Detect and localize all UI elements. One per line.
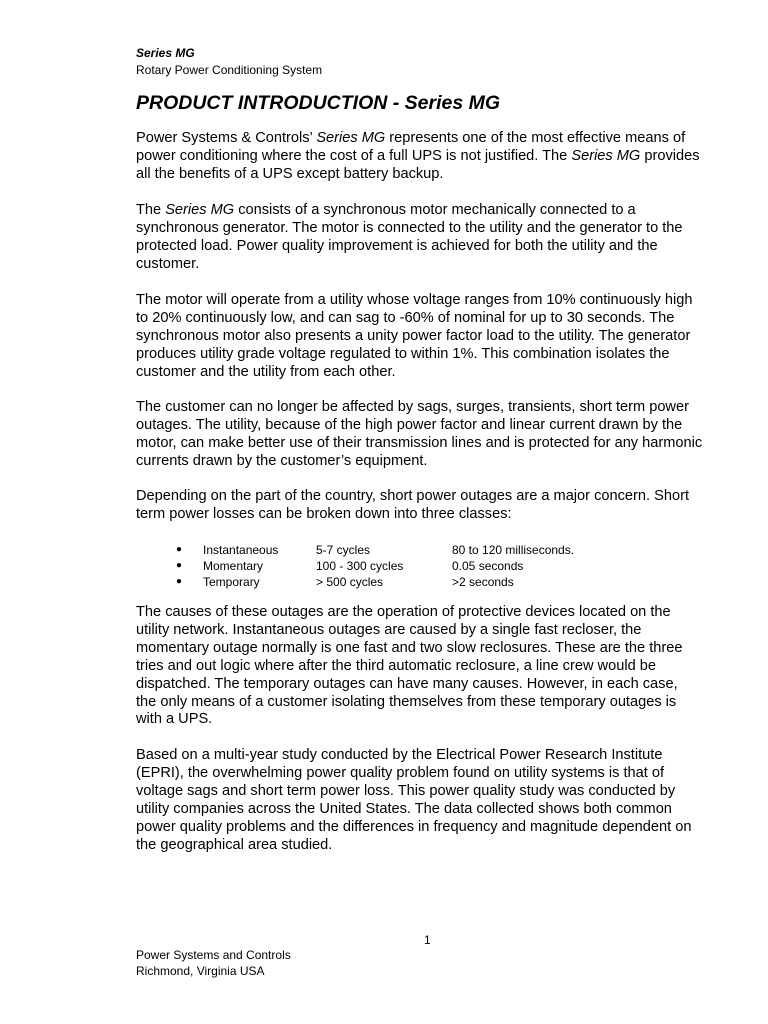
text-line: currents drawn by the customer’s equipment.	[136, 452, 428, 469]
outage-duration: >2 seconds	[452, 575, 514, 589]
text-line: synchronous generator. The motor is connected to the utility and the generator to the	[136, 219, 683, 236]
text-line: the only means of a customer isolating themselves from these temporary outages is	[136, 693, 677, 710]
paragraph-causes	[136, 604, 736, 729]
text-line: customer.	[136, 255, 200, 272]
text-line: produces utility grade voltage regulated to within 1%. This combination isolates the	[136, 345, 670, 362]
text-line: all the benefits of a UPS except battery backup.	[136, 165, 444, 182]
outage-cycles: > 500 cycles	[316, 575, 384, 589]
text-line: (EPRI), the overwhelming power quality problem found on utility systems is that of	[136, 764, 665, 781]
outage-cycles: 100 - 300 cycles	[316, 559, 404, 573]
header-series: Series MG	[136, 46, 195, 60]
text-line: utility network. Instantaneous outages are caused by a single fast recloser, the	[136, 621, 642, 638]
paragraph-customer	[136, 399, 736, 471]
text-line: Based on a multi-year study conducted by the Electrical Power Research Institute	[136, 747, 663, 763]
text-line: Power Systems & Controls’ Series MG represents one of the most effective means of	[136, 130, 686, 146]
text-line: to 20% continuously low, and can sag to -60% of nominal for up to 30 seconds. The	[136, 309, 675, 326]
paragraph-intro	[136, 130, 736, 184]
text-line: protected load. Power quality improvement is achieved for both the utility and the	[136, 237, 658, 254]
text-line: momentary outage normally is one fast and two slow reclosures. These are the three	[136, 639, 683, 656]
text-line: The motor will operate from a utility whose voltage ranges from 10% continuously high	[136, 292, 693, 308]
text-line: The Series MG consists of a synchronous motor mechanically connected to a	[136, 202, 636, 218]
bullet-icon: ●	[176, 560, 183, 571]
text-line: voltage sags and short term power loss. This power quality study was conducted by	[136, 782, 676, 799]
text-line: with a UPS.	[136, 711, 213, 728]
paragraph-motor	[136, 292, 736, 382]
text-line: outages. The utility, because of the high power factor and linear current drawn by the	[136, 416, 683, 433]
text-line: The customer can no longer be affected by sags, surges, transients, short term power	[136, 399, 689, 415]
text-line: utility companies across the United States. The data collected shows both common	[136, 800, 672, 817]
bullet-icon: ●	[176, 576, 183, 587]
text-line: The causes of these outages are the operation of protective devices located on the	[136, 604, 671, 620]
page-number: 1	[424, 933, 431, 947]
outage-cycles: 5-7 cycles	[316, 543, 371, 557]
bullet-icon: ●	[176, 544, 183, 555]
text-line: synchronous motor also presents a unity power factor load to the utility. The generator	[136, 327, 691, 344]
paragraph-epri-study	[136, 747, 736, 854]
outage-name: Momentary	[203, 559, 264, 573]
text-line: the geographical area studied.	[136, 836, 333, 853]
text-line: dispatched. The temporary outages can have many causes. However, in each case,	[136, 675, 678, 692]
outage-name: Temporary	[203, 575, 260, 589]
text-line: customer and the utility from each other.	[136, 363, 396, 380]
outage-name: Instantaneous	[203, 543, 279, 557]
outage-duration: 80 to 120 milliseconds.	[452, 543, 575, 557]
header-subtitle: Rotary Power Conditioning System	[136, 63, 323, 77]
text-line: tries and out logic where after the third automatic reclosure, a line crew would be	[136, 657, 656, 674]
text-line: power conditioning where the cost of a full UPS is not justified. The Series MG provides	[136, 147, 700, 164]
paragraph-outages-intro	[136, 488, 736, 524]
paragraph-description	[136, 202, 736, 274]
text-line: Depending on the part of the country, short power outages are a major concern. Short	[136, 488, 689, 504]
text-line: power quality problems and the differences in frequency and magnitude dependent on	[136, 818, 692, 835]
text-line: motor, can make better use of their transmission lines and is protected for any harmonic	[136, 434, 703, 451]
page-title: PRODUCT INTRODUCTION - Series MG	[136, 92, 501, 114]
text-line: term power losses can be broken down into three classes:	[136, 505, 512, 522]
footer-company: Power Systems and Controls	[136, 948, 291, 962]
outage-duration: 0.05 seconds	[452, 559, 524, 573]
footer-location: Richmond, Virginia USA	[136, 964, 265, 978]
